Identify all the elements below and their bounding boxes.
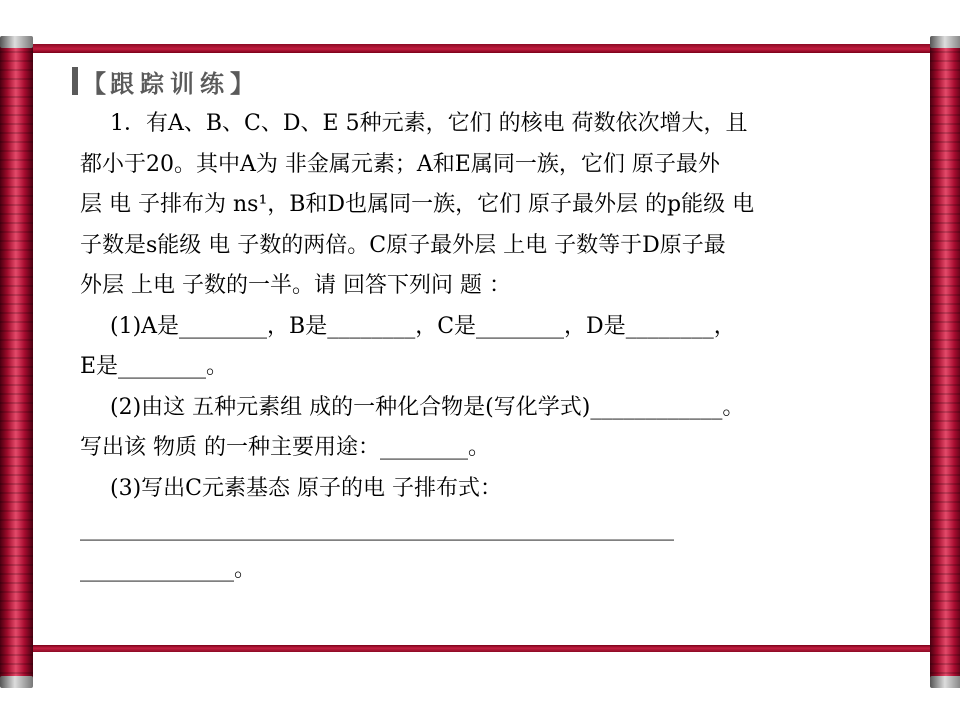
section-title — [72, 64, 258, 98]
scroll-cap — [930, 36, 960, 48]
part2-line: (2)由这 五种元素组 成的一种化合物是(写化学式)____________。 — [110, 394, 745, 420]
title-bracket-right: 】 — [230, 69, 258, 98]
scroll-cap — [0, 36, 33, 48]
stem-line: 都小于20。其中A为 非金属元素；A和E属同一族，它们 原子最外 — [80, 151, 720, 177]
part1-line: E是________。 — [80, 354, 229, 379]
part3-line: (3)写出C元素基态 原子的电 子排布式： — [110, 475, 502, 501]
right-scroll-rod — [930, 42, 960, 682]
answer-blank-line: ______________。 — [80, 556, 257, 582]
stem-line: 1．有A、B、C、D、E 5种元素，它们 的核电 荷数依次增大，且 — [110, 111, 748, 136]
part1-line: (1)A是________，B是________，C是________，D是________， — [110, 313, 736, 339]
stem-line: 子数是s能级 电 子数的两倍。C原子最外层 上电 子数等于D原子最 — [80, 232, 726, 258]
scroll-cap — [0, 676, 33, 688]
left-scroll-rod — [0, 42, 33, 682]
scroll-bottom-edge — [33, 645, 930, 652]
title-text: 跟踪训练 — [110, 69, 230, 98]
stem-line: 层 电 子排布为 ns¹，B和D也属同一族，它们 原子最外层 的p能级 电 — [80, 192, 755, 217]
part2-line: 写出该 物质 的一种主要用途：________。 — [80, 435, 490, 460]
stem-line: 外层 上电 子数的一半。请 回答下列问 题 ： — [80, 273, 511, 298]
question-body — [80, 104, 870, 590]
answer-blank-line: ______________________________________________________ — [80, 516, 674, 541]
title-bracket-left: 【 — [82, 69, 110, 98]
scroll-top-edge — [33, 44, 930, 53]
title-bar-decoration — [72, 67, 78, 95]
scroll-cap — [930, 676, 960, 688]
